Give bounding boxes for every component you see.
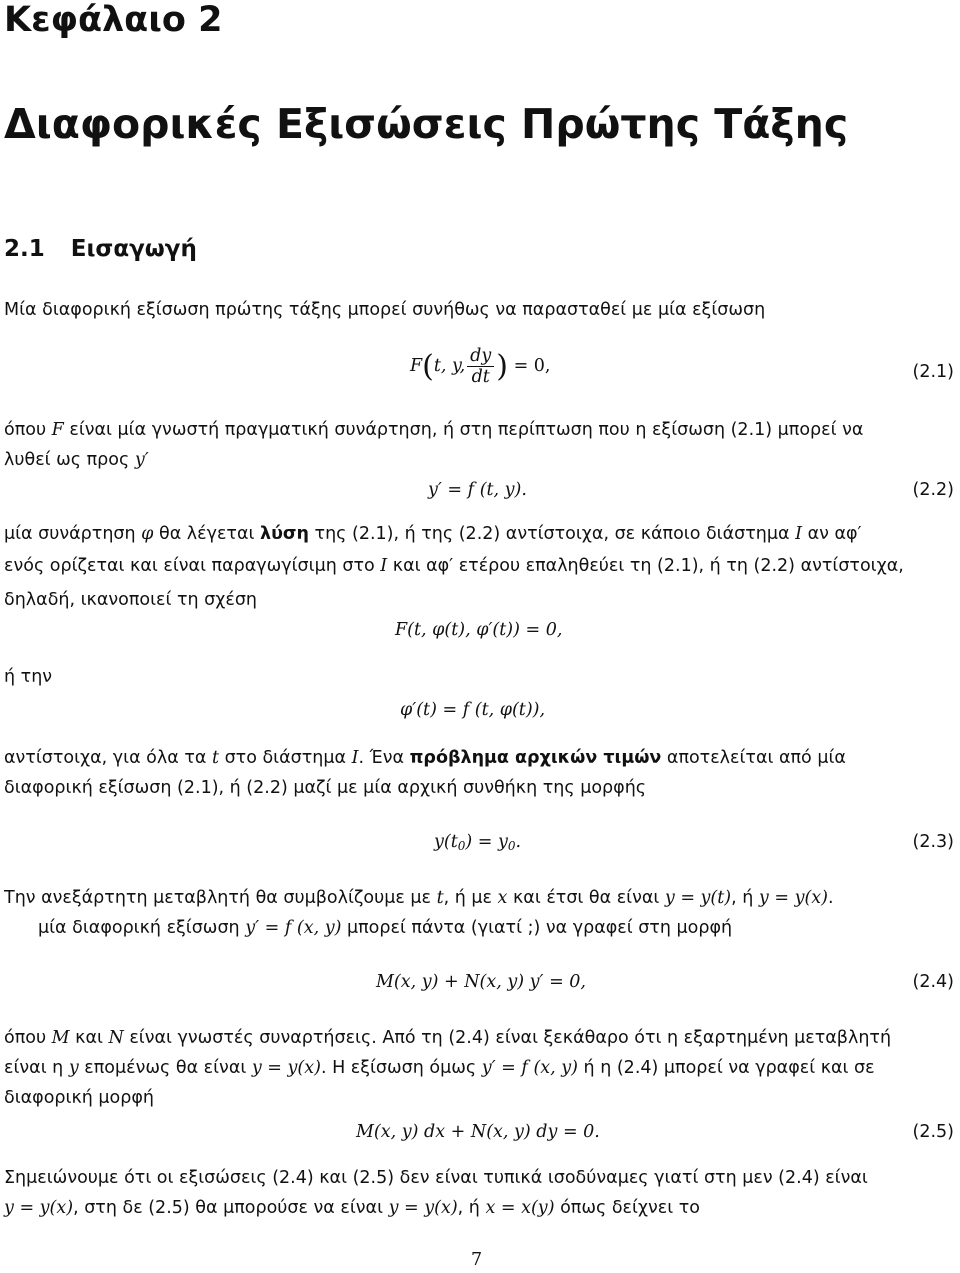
section-heading	[4, 236, 197, 262]
equation-2-2: y′ = f (t, y).	[428, 480, 527, 500]
page-number: 7	[471, 1250, 483, 1270]
equation-2-4: M(x, y) + N(x, y) y′ = 0,	[376, 972, 586, 992]
chapter-title: Διαφορικές Εξισώσεις Πρώτης Τάξης	[4, 100, 849, 148]
paragraph-5-line2: διαφορική εξίσωση (2.1), ή (2.2) μαζί με μία αρχική συνθήκη της μορφής	[4, 778, 647, 798]
equation-number-2-4: (2.4)	[912, 972, 954, 992]
equation-number-2-2: (2.2)	[912, 480, 954, 500]
paragraph-5-line1: αντίστοιχα, για όλα τα t στο διάστημα I. Ένα πρόβλημα αρχικών τιμών αποτελείται από μία	[4, 748, 846, 768]
paragraph-4: ή την	[4, 667, 53, 687]
paragraph-8-line3: διαφορική μορφή	[4, 1088, 154, 1108]
section-number: 2.1	[4, 236, 45, 262]
paragraph-3-line1: μία συνάρτηση φ θα λέγεται λύση της (2.1), ή της (2.2) αντίστοιχα, σε κάποιο διάστημα I αν αφ′	[4, 524, 862, 544]
paragraph-2-line2: λυθεί ως προς y′	[4, 450, 149, 470]
paragraph-9-line1: Σημειώνουμε ότι οι εξισώσεις (2.4) και (2.5) δεν είναι τυπικά ισοδύναμες γιατί στη μεν (2.4) είναι	[4, 1168, 868, 1188]
paragraph-2-line1: όπου F είναι μία γνωστή πραγματική συνάρτηση, ή στη περίπτωση που η εξίσωση (2.1) μπορεί να	[4, 420, 864, 440]
paragraph-3-line2: ενός ορίζεται και είναι παραγωγίσιμη στο I και αφ′ ετέρου επαληθεύει τη (2.1), ή τη (2.2) αντίστοιχα,	[4, 556, 904, 576]
equation-number-2-5: (2.5)	[912, 1122, 954, 1142]
equation-2-3: $y(t_0) = y_0$.	[434, 832, 522, 853]
paragraph-8-line1: όπου M και N είναι γνωστές συναρτήσεις. Από τη (2.4) είναι ξεκάθαρο ότι η εξαρτημένη μεταβλητή	[4, 1028, 892, 1048]
equation-number-2-3: (2.3)	[912, 832, 954, 852]
paragraph-intro: Μία διαφορική εξίσωση πρώτης τάξης μπορεί συνήθως να παρασταθεί με μία εξίσωση	[4, 300, 766, 320]
paragraph-7: μία διαφορική εξίσωση y′ = f (x, y) μπορεί πάντα (γιατί ;) να γραφεί στη μορφή	[38, 918, 733, 938]
section-title: Εισαγωγή	[70, 236, 197, 262]
equation-solution-phi: φ′(t) = f (t, φ(t)),	[400, 700, 546, 720]
equation-2-1: F(t, y, $\frac{dy}{dt}$ ) = 0,	[410, 346, 551, 387]
paragraph-9-line2: y = y(x), στη δε (2.5) θα μπορούσε να είναι y = y(x), ή x = x(y) όπως δείχνει το	[4, 1198, 700, 1218]
equation-2-5: M(x, y) dx + N(x, y) dy = 0.	[356, 1122, 600, 1142]
equation-number-2-1: (2.1)	[912, 362, 954, 382]
paragraph-6: Την ανεξάρτητη μεταβλητή θα συμβολίζουμε με t, ή με x και έτσι θα είναι y = y(t), ή y = y(x).	[4, 888, 834, 908]
paragraph-8-line2: είναι η y επομένως θα είναι y = y(x). Η εξίσωση όμως y′ = f (x, y) ή η (2.4) μπορεί να γραφεί και σε	[4, 1058, 875, 1078]
paragraph-3-line3: δηλαδή, ικανοποιεί τη σχέση	[4, 590, 258, 610]
equation-solution-f: F(t, φ(t), φ′(t)) = 0,	[395, 620, 563, 640]
chapter-heading: Κεφάλαιο 2	[4, 0, 223, 40]
